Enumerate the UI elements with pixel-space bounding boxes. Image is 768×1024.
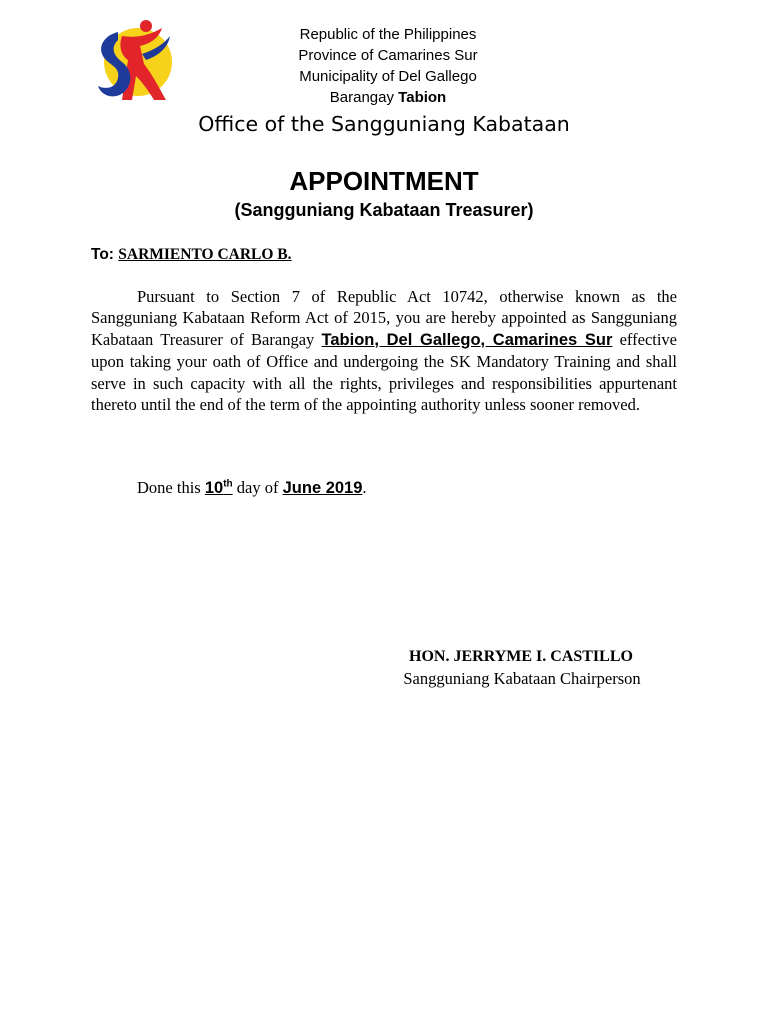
barangay-name: Tabion bbox=[398, 89, 447, 106]
barangay-prefix: Barangay bbox=[329, 89, 399, 106]
letterhead bbox=[200, 24, 576, 108]
done-month: June 2019 bbox=[282, 479, 363, 497]
letterhead-line-barangay bbox=[200, 87, 576, 108]
done-middle: day of bbox=[232, 478, 283, 497]
appointment-body bbox=[91, 286, 677, 415]
signatory-title: Sangguniang Kabataan Chairperson bbox=[403, 669, 641, 688]
recipient-line bbox=[91, 244, 691, 266]
body-part-1: Pursuant to Section 7 of Republic Act 10742, otherwise known as the Sangguniang Kabataan Reform Act of 2015, you are hereby appointed as Sangguniang Kabataan Treasurer of Barangay bbox=[91, 287, 677, 349]
done-end: . bbox=[362, 478, 367, 497]
body-place: Tabion, Del Gallego, Camarines Sur bbox=[321, 330, 613, 349]
document-title: APPOINTMENT bbox=[289, 166, 479, 196]
recipient-name: SARMIENTO CARLO B. bbox=[118, 246, 292, 263]
sk-logo-icon bbox=[92, 14, 176, 114]
done-day-suffix: th bbox=[223, 478, 233, 490]
signatory-name: HON. JERRYME I. CASTILLO bbox=[409, 648, 633, 665]
recipient-label: To: bbox=[91, 246, 119, 263]
body-part-2: effective upon taking your oath of Office and undergoing the SK Mandatory Training and shall serve in such capacity with all the rights, privileges and responsibilities appurtenant thereto until the end of the term of the appointing authority unless sooner removed. bbox=[91, 329, 678, 415]
done-prefix: Done this bbox=[137, 478, 205, 497]
letterhead-line-municipality: Municipality of Del Gallego bbox=[299, 68, 477, 85]
done-day-number: 10 bbox=[204, 479, 224, 497]
done-day bbox=[205, 479, 233, 497]
letterhead-line-province: Province of Camarines Sur bbox=[298, 47, 478, 64]
office-name: Office of the Sangguniang Kabataan bbox=[198, 112, 570, 136]
document-subtitle: (Sangguniang Kabataan Treasurer) bbox=[234, 200, 534, 220]
letterhead-line-country: Republic of the Philippines bbox=[299, 26, 477, 43]
done-date-line bbox=[137, 476, 637, 500]
